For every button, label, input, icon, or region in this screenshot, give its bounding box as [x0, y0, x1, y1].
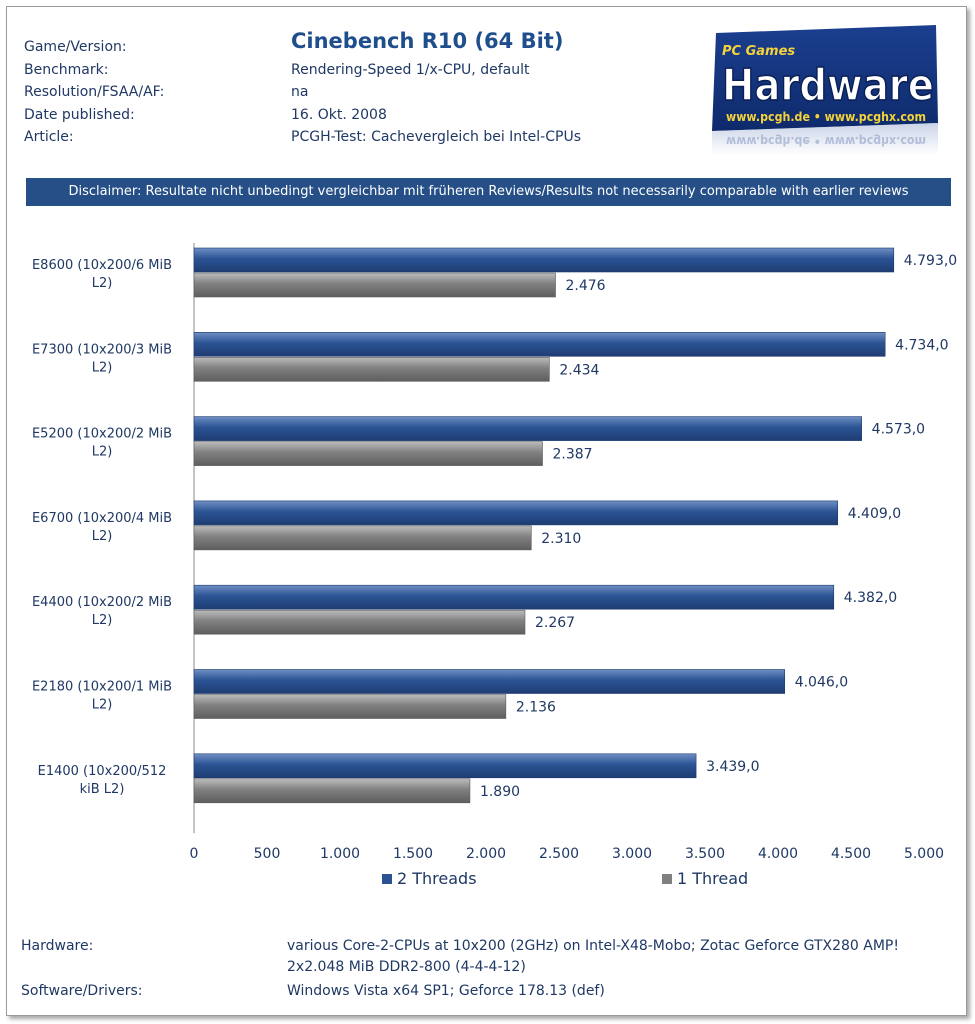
- meta-article: PCGH-Test: Cachevergleich bei Intel-CPUs: [291, 129, 581, 145]
- data-label: 2.310: [541, 530, 582, 547]
- x-tick-label: 4.500: [830, 846, 872, 862]
- bar-2-threads: [194, 585, 834, 609]
- x-tick-label: 500: [253, 846, 281, 862]
- bar-2-threads: [194, 501, 838, 525]
- category-label: E6700 (10x200/4 MiB L2): [31, 510, 173, 544]
- category-label: E7300 (10x200/3 MiB L2): [31, 342, 173, 376]
- disclaimer-banner: Disclaimer: Resultate nicht unbedingt vergleichbar mit früheren Reviews/Results not necessarily comparable with earlier reviews: [26, 178, 951, 206]
- data-label: 1.890: [479, 783, 521, 800]
- bar-2-threads: [194, 417, 862, 441]
- x-tick-label: 4.000: [757, 846, 799, 862]
- data-label: 2.476: [565, 278, 606, 294]
- pcgh-logo: [712, 25, 940, 155]
- bar-1-thread: [194, 442, 543, 466]
- legend-swatch-2-threads: [382, 874, 392, 884]
- bar-2-threads: [194, 670, 785, 694]
- bar-2-threads: [194, 248, 894, 272]
- meta-label-date: Date published:: [24, 106, 135, 123]
- software-label: Software/Drivers:: [21, 983, 143, 999]
- meta-label-article: Article:: [24, 129, 74, 145]
- bar-1-thread: [194, 695, 506, 719]
- bar-chart: [0, 228, 975, 908]
- meta-values: [291, 36, 581, 149]
- data-label: 2.136: [515, 699, 556, 716]
- x-tick-label: 3.500: [684, 846, 726, 862]
- legend-swatch-1-thread: [662, 874, 672, 884]
- data-label: 4.046,0: [794, 674, 849, 691]
- meta-benchmark: Rendering-Speed 1/x-CPU, default: [291, 61, 530, 78]
- bar-1-thread: [194, 779, 470, 803]
- data-label: 4.382,0: [843, 590, 898, 607]
- logo-brand-main: Hardware: [722, 60, 934, 111]
- chart-title: Cinebench R10 (64 Bit): [291, 29, 564, 53]
- x-tick-label: 2.000: [465, 846, 507, 862]
- data-label: 4.793,0: [903, 253, 958, 269]
- hardware-value: various Core-2-CPUs at 10x200 (2GHz) on Intel-X48-Mobo; Zotac Geforce GTX280 AMP! 2x2.048 MiB DDR2-800 (4-4-4-12): [287, 938, 899, 975]
- data-label: 2.267: [534, 615, 576, 632]
- meta-date: 16. Okt. 2008: [291, 106, 387, 123]
- meta-label-game: Game/Version:: [24, 39, 127, 55]
- bar-1-thread: [194, 526, 531, 550]
- data-label: 4.734,0: [895, 337, 949, 354]
- category-label: E8600 (10x200/6 MiB L2): [31, 258, 173, 291]
- logo-url-reflection: www.pcgh.de • www.pcghx.com: [726, 134, 926, 148]
- logo-brand-top: PC Games: [722, 44, 796, 59]
- bar-2-threads: [194, 332, 885, 356]
- x-tick-label: 1.500: [392, 846, 434, 862]
- meta-label-benchmark: Benchmark:: [24, 61, 109, 78]
- x-tick-label: 1.000: [319, 846, 361, 862]
- data-label: 4.573,0: [871, 421, 926, 438]
- x-tick-label: 2.500: [538, 846, 580, 862]
- software-value: Windows Vista x64 SP1; Geforce 178.13 (def): [287, 983, 605, 999]
- bar-1-thread: [194, 610, 525, 634]
- data-label: 2.387: [552, 446, 593, 463]
- bar-2-threads: [194, 754, 696, 778]
- data-label: 3.439,0: [706, 758, 760, 775]
- x-tick-label: 5.000: [903, 846, 945, 862]
- category-label: E1400 (10x200/512 kiB L2): [37, 763, 167, 797]
- legend-label: 2 Threads: [397, 869, 477, 888]
- meta-label-resolution: Resolution/FSAA/AF:: [24, 84, 165, 100]
- data-label: 2.434: [559, 362, 600, 379]
- category-label: E5200 (10x200/2 MiB L2): [31, 426, 173, 460]
- bar-1-thread: [194, 273, 555, 297]
- x-tick-label: 3.000: [611, 846, 653, 862]
- x-tick-label: 0: [189, 846, 199, 862]
- legend-label: 1 Thread: [677, 869, 749, 888]
- bar-1-thread: [194, 357, 549, 381]
- data-label: 4.409,0: [847, 505, 902, 522]
- meta-resolution: na: [291, 84, 309, 100]
- category-label: E4400 (10x200/2 MiB L2): [31, 595, 173, 629]
- logo-url: www.pcgh.de • www.pcghx.com: [726, 110, 926, 124]
- hardware-label: Hardware:: [21, 938, 94, 954]
- meta-labels: [24, 36, 164, 149]
- category-label: E2180 (10x200/1 MiB L2): [31, 679, 173, 713]
